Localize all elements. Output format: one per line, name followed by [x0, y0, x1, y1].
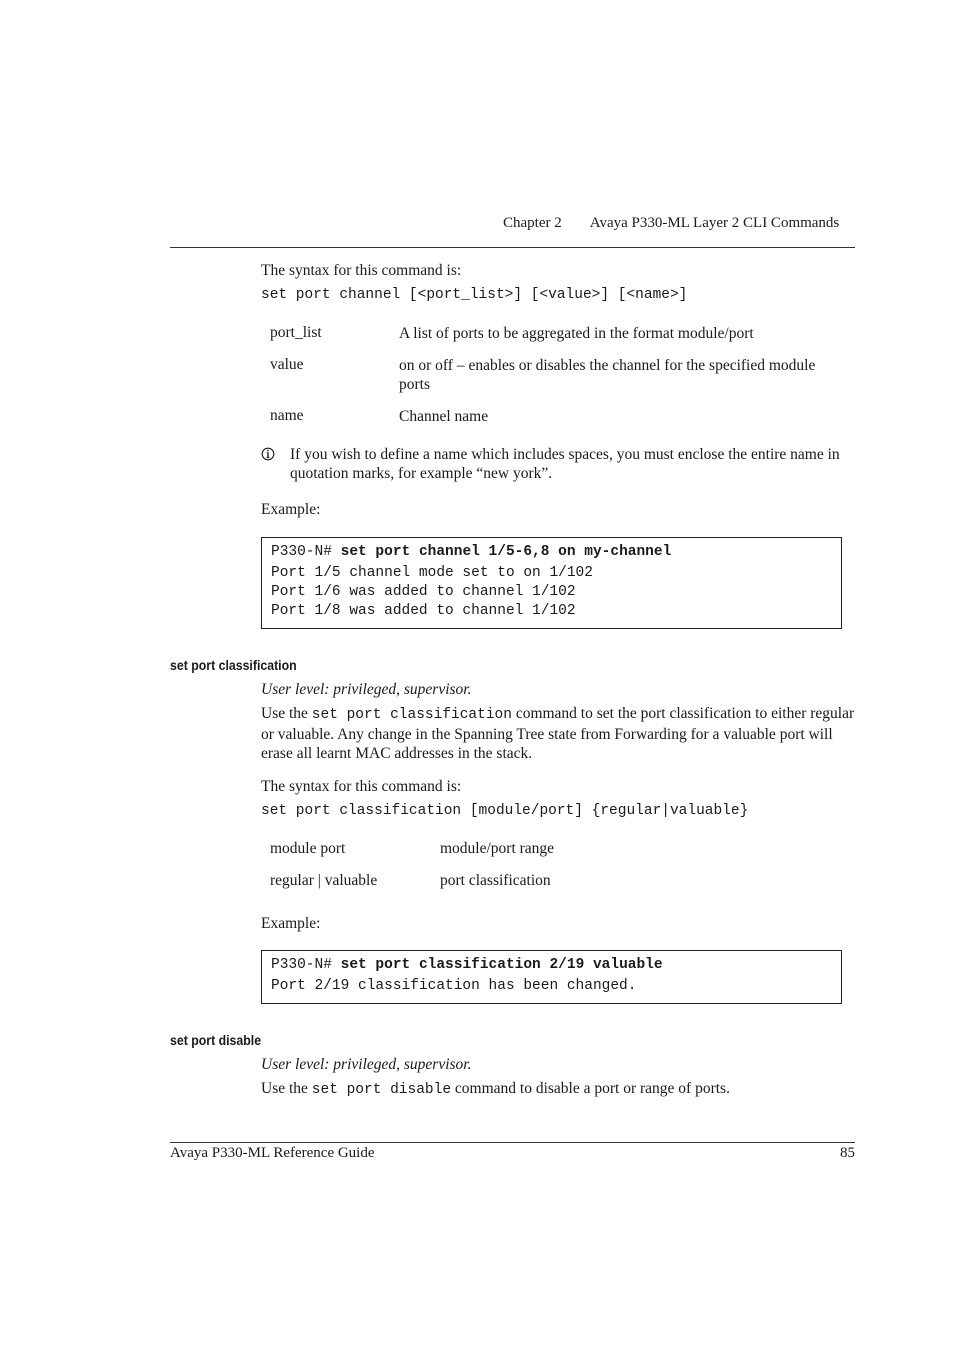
cli-output-line: Port 1/6 was added to channel 1/102	[271, 584, 576, 600]
example-code-box	[261, 950, 842, 1004]
cli-prompt: P330-N#	[271, 957, 341, 973]
footer-rule	[170, 1142, 855, 1143]
inline-command: set port disable	[311, 1082, 452, 1098]
chapter-label: Chapter 2	[503, 215, 562, 231]
param-desc: port classification	[440, 872, 551, 889]
param-name: module port	[270, 840, 346, 857]
param-desc: on or off – enables or disables the channel for the specified module ports	[399, 357, 816, 393]
param-name: port_list	[270, 324, 322, 341]
page-number: 85	[840, 1145, 855, 1161]
info-icon	[261, 447, 275, 461]
chapter-title: Avaya P330-ML Layer 2 CLI Commands	[589, 215, 840, 231]
cli-output-line: Port 2/19 classification has been changed.	[271, 978, 637, 994]
cli-command: set port channel 1/5-6,8 on my-channel	[340, 544, 672, 560]
section-description: Use the set port classification command to set the port classification to either regular or valuable. Any change in the Spanning Tree state from Forwarding for a valuable port will erase all learnt MAC addresses in the stack.	[261, 705, 855, 762]
header-rule	[170, 247, 855, 248]
example-code-box	[261, 537, 842, 629]
cli-prompt: P330-N#	[271, 544, 341, 560]
param-desc: A list of ports to be aggregated in the format module/port	[399, 325, 754, 342]
syntax-line: set port classification [module/port] {regular|valuable}	[261, 803, 749, 819]
running-header	[503, 215, 839, 232]
cli-command: set port classification 2/19 valuable	[340, 957, 663, 973]
user-level: User level: privileged, supervisor.	[261, 1056, 472, 1073]
inline-command: set port classification	[311, 707, 512, 723]
section-heading: set port disable	[170, 1032, 262, 1048]
param-name: value	[270, 356, 304, 373]
user-level: User level: privileged, supervisor.	[261, 681, 472, 698]
example-label: Example:	[261, 915, 321, 932]
syntax-intro: The syntax for this command is:	[261, 262, 462, 279]
note-text: If you wish to define a name which includes spaces, you must enclose the entire name in quotation marks, for example “new york”.	[290, 446, 840, 482]
example-label: Example:	[261, 501, 321, 518]
section-description: Use the set port disable command to disable a port or range of ports.	[261, 1080, 730, 1098]
syntax-line: set port channel [<port_list>] [<value>] [<name>]	[261, 287, 688, 303]
section-heading: set port classification	[170, 657, 297, 673]
syntax-intro: The syntax for this command is:	[261, 778, 462, 795]
param-desc: module/port range	[440, 840, 555, 857]
param-desc: Channel name	[399, 408, 489, 425]
footer-guide-title: Avaya P330-ML Reference Guide	[170, 1145, 375, 1161]
cli-output-line: Port 1/8 was added to channel 1/102	[271, 603, 576, 619]
cli-output-line: Port 1/5 channel mode set to on 1/102	[271, 565, 593, 581]
param-name: regular | valuable	[270, 872, 378, 889]
param-name: name	[270, 407, 304, 424]
